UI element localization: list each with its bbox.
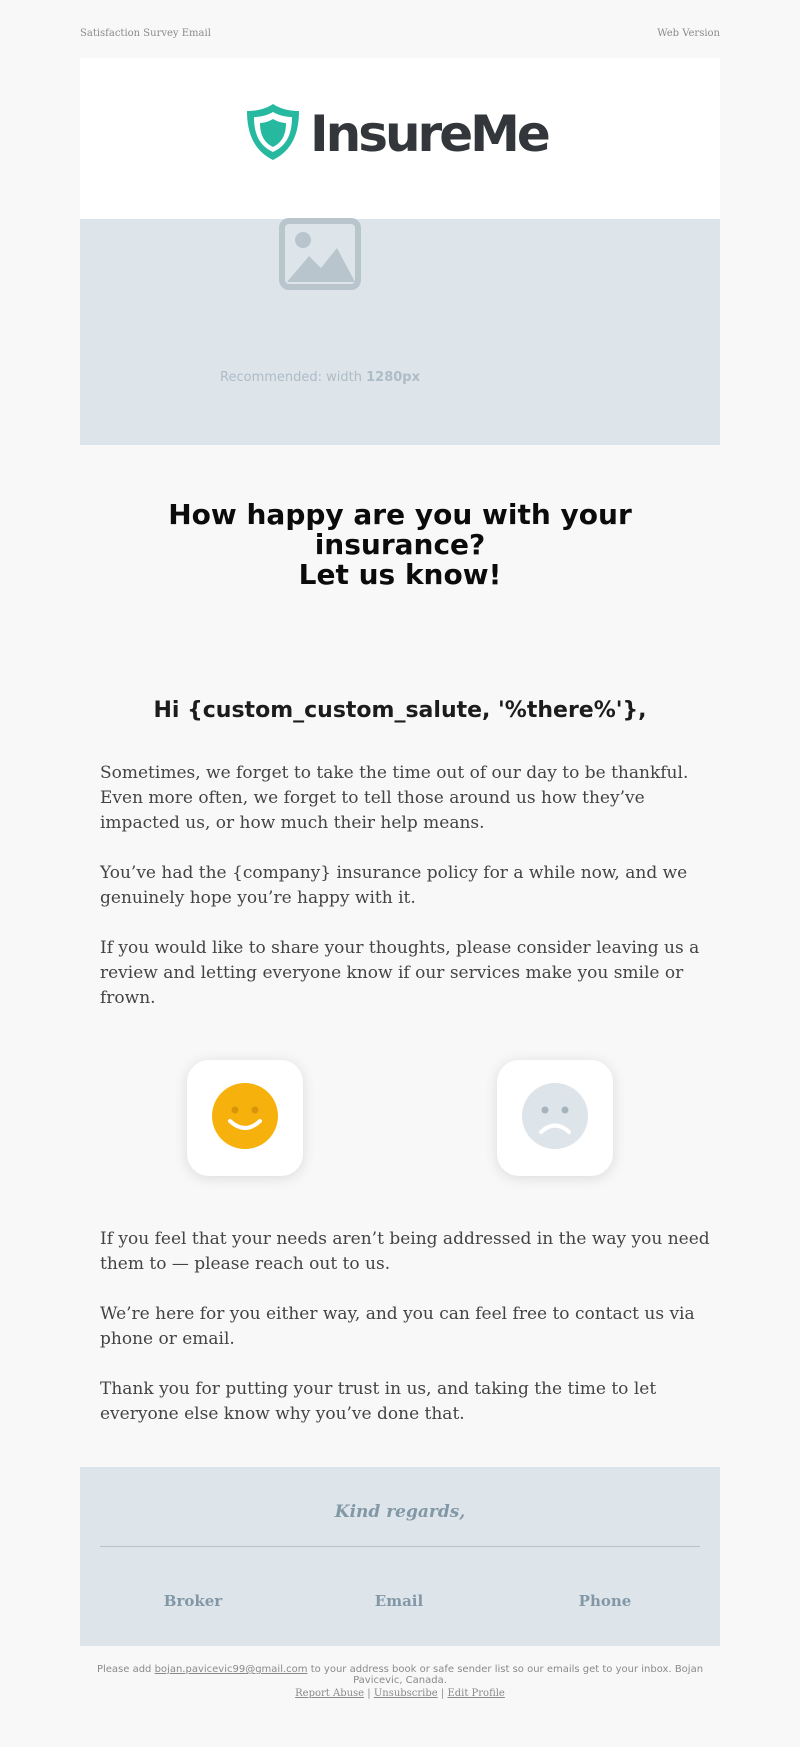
edit-profile-link[interactable]: Edit Profile — [447, 1688, 505, 1699]
sad-rating-button[interactable] — [497, 1060, 613, 1176]
report-abuse-link[interactable]: Report Abuse — [295, 1688, 365, 1699]
greeting: Hi {custom_custom_salute, '%there%'}, — [153, 698, 647, 723]
headline-line-2: Let us know! — [298, 558, 502, 591]
divider — [100, 1546, 700, 1547]
logo-band — [80, 58, 720, 219]
hero-caption-prefix: Recommended: width — [220, 370, 367, 385]
brand-logo[interactable] — [242, 102, 548, 166]
brand-name: InsureMe — [310, 105, 548, 163]
email-card — [80, 58, 720, 445]
unsubscribe-link[interactable]: Unsubscribe — [373, 1688, 438, 1699]
broker-link[interactable]: Broker — [163, 1592, 223, 1610]
hero-caption-value: 1280px — [366, 370, 420, 385]
notice-text-start: Please add — [96, 1664, 155, 1675]
frowning-face-icon — [522, 1083, 588, 1153]
hero-image-placeholder — [80, 219, 720, 445]
email-link[interactable]: Email — [374, 1592, 424, 1610]
kind-regards: Kind regards, — [334, 1502, 466, 1522]
address-book-notice — [90, 1664, 710, 1686]
footer-links — [80, 1688, 720, 1699]
preheader-title: Satisfaction Survey Email — [80, 28, 211, 39]
body-paragraph-2: You’ve had the {company} insurance policy for a while now, and we genuinely hope you’re happy with it. — [100, 863, 688, 908]
image-placeholder-icon — [279, 218, 361, 294]
phone-link[interactable]: Phone — [578, 1592, 632, 1610]
web-version-link[interactable]: Web Version — [657, 28, 720, 39]
body-paragraph-4: If you feel that your needs aren’t being addressed in the way you need them to — please reach out to us. — [100, 1229, 710, 1274]
hero-caption — [0, 370, 640, 385]
signature-band — [80, 1467, 720, 1646]
link-separator: | — [437, 1688, 448, 1699]
shield-icon — [242, 102, 304, 166]
body-paragraph-5: We’re here for you either way, and you can feel free to contact us via phone or email. — [100, 1304, 695, 1349]
happy-rating-button[interactable] — [187, 1060, 303, 1176]
page-title — [80, 500, 720, 590]
body-paragraph-1: Sometimes, we forget to take the time out of our day to be thankful. Even more often, we forget to tell those around us how they’ve impacted us, or how much their help means. — [100, 763, 689, 833]
body-paragraph-6: Thank you for putting your trust in us, and taking the time to let everyone else know why you’ve done that. — [100, 1379, 657, 1424]
sender-email-link[interactable]: bojan.pavicevic99@gmail.com — [154, 1664, 308, 1675]
link-separator: | — [364, 1688, 374, 1699]
preheader — [80, 28, 720, 39]
headline-line-1: How happy are you with your insurance? — [168, 498, 632, 561]
notice-text-end: to your address book or safe sender list so our emails get to your inbox. Bojan Pavicevic, Canada. — [307, 1664, 704, 1686]
body-paragraph-3: If you would like to share your thoughts, please consider leaving us a review and letting everyone know if our services make you smile or frown. — [100, 938, 700, 1008]
smiley-face-icon — [212, 1083, 278, 1153]
